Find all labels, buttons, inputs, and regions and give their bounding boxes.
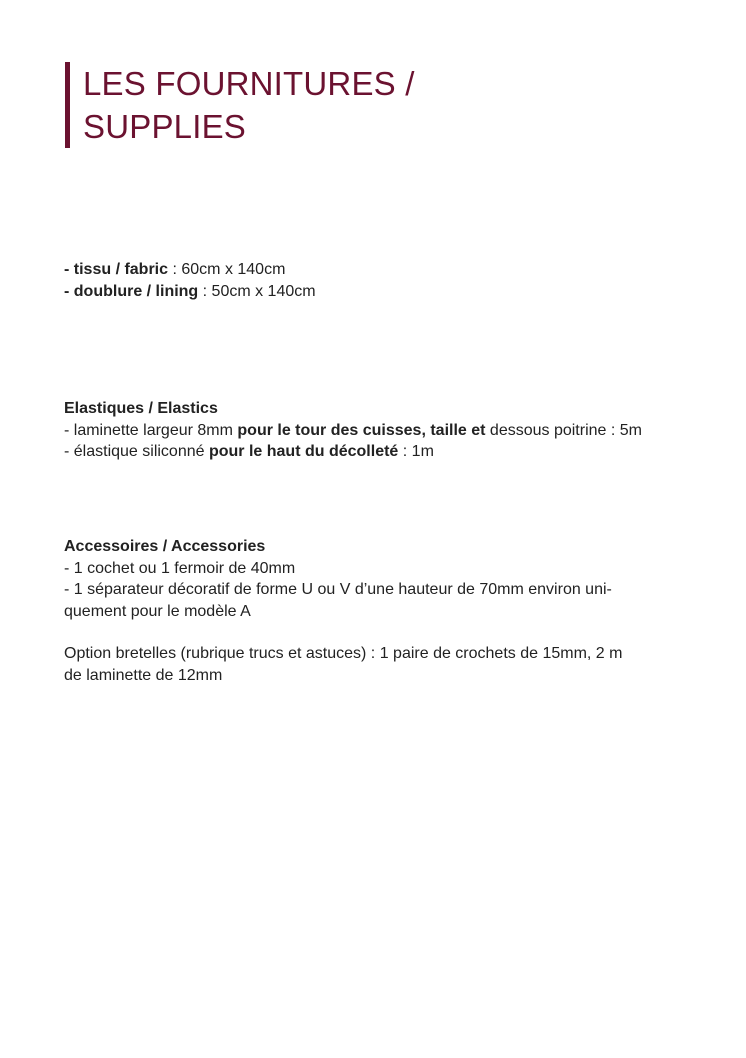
- fabric-label: - tissu / fabric: [64, 261, 169, 278]
- accessories-heading: [64, 536, 684, 558]
- elastics-item-silicone-post: : 1m: [398, 443, 434, 460]
- fabric-item: [64, 259, 684, 281]
- accessories-section: [64, 536, 684, 622]
- fabric-section: [64, 259, 684, 302]
- option-straps-section: [64, 643, 684, 686]
- elastics-item-silicone-pre: - élastique siliconné: [64, 443, 209, 460]
- elastics-item-laminette-post: dessous poitrine : 5m: [485, 421, 642, 439]
- option-straps-line-2: de laminette de 12mm: [64, 666, 223, 684]
- elastics-heading-text: Elastiques / Elastics: [64, 400, 218, 417]
- page-title-line-1: LES FOURNITURES /: [83, 65, 415, 102]
- elastics-item-laminette: [64, 420, 684, 442]
- fabric-value: : 60cm x 140cm: [168, 261, 286, 278]
- page-title: [65, 62, 415, 148]
- lining-item: [64, 281, 684, 303]
- accessories-item-clasp: - 1 cochet ou 1 fermoir de 40mm: [64, 559, 296, 577]
- lining-value: : 50cm x 140cm: [198, 282, 316, 300]
- elastics-item-laminette-bold: pour le tour des cuisses, taille et: [237, 421, 486, 439]
- elastics-heading: [64, 398, 684, 420]
- elastics-item-silicone: [64, 441, 684, 463]
- accessories-item-separator-line-1: - 1 séparateur décoratif de forme U ou V d’une hauteur de 70mm environ uni-: [64, 581, 612, 598]
- elastics-item-laminette-pre: - laminette largeur 8mm: [64, 421, 238, 439]
- page-title-line-2: SUPPLIES: [83, 108, 247, 145]
- elastics-item-silicone-bold: pour le haut du décolleté: [208, 443, 399, 460]
- elastics-section: [64, 398, 684, 463]
- accessories-heading-text: Accessoires / Accessories: [64, 538, 266, 555]
- option-straps-line-1: Option bretelles (rubrique trucs et astuces) : 1 paire de crochets de 15mm, 2 m: [64, 645, 623, 662]
- lining-label: - doublure / lining: [64, 282, 199, 300]
- accessories-item-separator-line-2: quement pour le modèle A: [64, 602, 251, 620]
